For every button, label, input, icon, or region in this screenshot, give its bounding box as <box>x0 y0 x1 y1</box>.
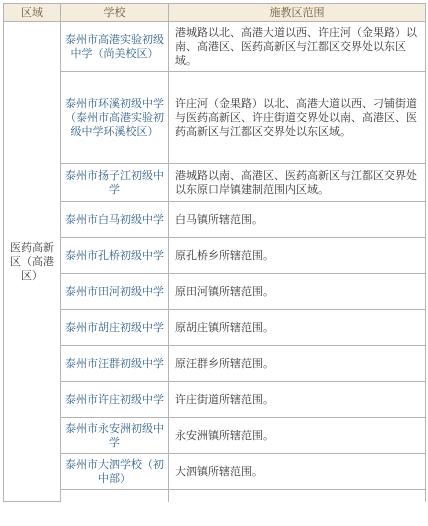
scope-cell: 永安洲镇所辖范围。 <box>169 418 426 454</box>
scope-cell-partial <box>169 490 426 502</box>
scope-cell: 原汪群乡所辖范围。 <box>169 346 426 382</box>
school-cell: 泰州市白马初级中学 <box>61 202 169 238</box>
school-cell: 泰州市高港实验初级中学（尚美校区） <box>61 22 169 72</box>
table-row-partial <box>4 490 426 502</box>
scope-cell: 白马镇所辖范围。 <box>169 202 426 238</box>
header-region: 区域 <box>4 4 61 22</box>
table-row <box>4 22 426 72</box>
scope-cell: 原孔桥乡所辖范围。 <box>169 238 426 274</box>
school-cell: 泰州市孔桥初级中学 <box>61 238 169 274</box>
school-cell: 泰州市许庄初级中学 <box>61 382 169 418</box>
school-cell: 泰州市大泗学校（初中部） <box>61 454 169 490</box>
school-district-table <box>3 3 426 502</box>
scope-cell: 原胡庄镇所辖范围。 <box>169 310 426 346</box>
scope-cell: 大泗镇所辖范围。 <box>169 454 426 490</box>
school-cell: 泰州市田河初级中学 <box>61 274 169 310</box>
table-row <box>4 382 426 418</box>
scope-cell: 港城路以北、高港大道以西、许庄河（金果路）以南、高港区、医药高新区与江都区交界处以东区域。 <box>169 22 426 72</box>
table-row <box>4 238 426 274</box>
table-row <box>4 346 426 382</box>
school-cell: 泰州市永安洲初级中学 <box>61 418 169 454</box>
table-row <box>4 310 426 346</box>
header-school: 学校 <box>61 4 169 22</box>
table-row <box>4 454 426 490</box>
table-row <box>4 274 426 310</box>
table-row <box>4 164 426 202</box>
school-cell-partial <box>61 490 169 502</box>
scope-cell: 许庄河（金果路）以北、高港大道以西、刁铺街道与医药高新区、许庄街道交界处以南、高港区、医药高新区与江都区交界处以东区域。 <box>169 72 426 164</box>
school-cell: 泰州市环溪初级中学（泰州市高港实验初级中学环溪校区） <box>61 72 169 164</box>
header-scope: 施教区范围 <box>169 4 426 22</box>
table-row <box>4 72 426 164</box>
scope-cell: 原田河镇所辖范围。 <box>169 274 426 310</box>
region-cell: 医药高新区（高港区） <box>4 22 61 502</box>
table-row <box>4 418 426 454</box>
scope-cell: 港城路以南、高港区、医药高新区与江都区交界处以东原口岸镇建制范围内区域。 <box>169 164 426 202</box>
school-cell: 泰州市胡庄初级中学 <box>61 310 169 346</box>
table-row <box>4 202 426 238</box>
scope-cell: 许庄街道所辖范围。 <box>169 382 426 418</box>
school-cell: 泰州市扬子江初级中学 <box>61 164 169 202</box>
school-cell: 泰州市汪群初级中学 <box>61 346 169 382</box>
table-header-row <box>4 4 426 22</box>
